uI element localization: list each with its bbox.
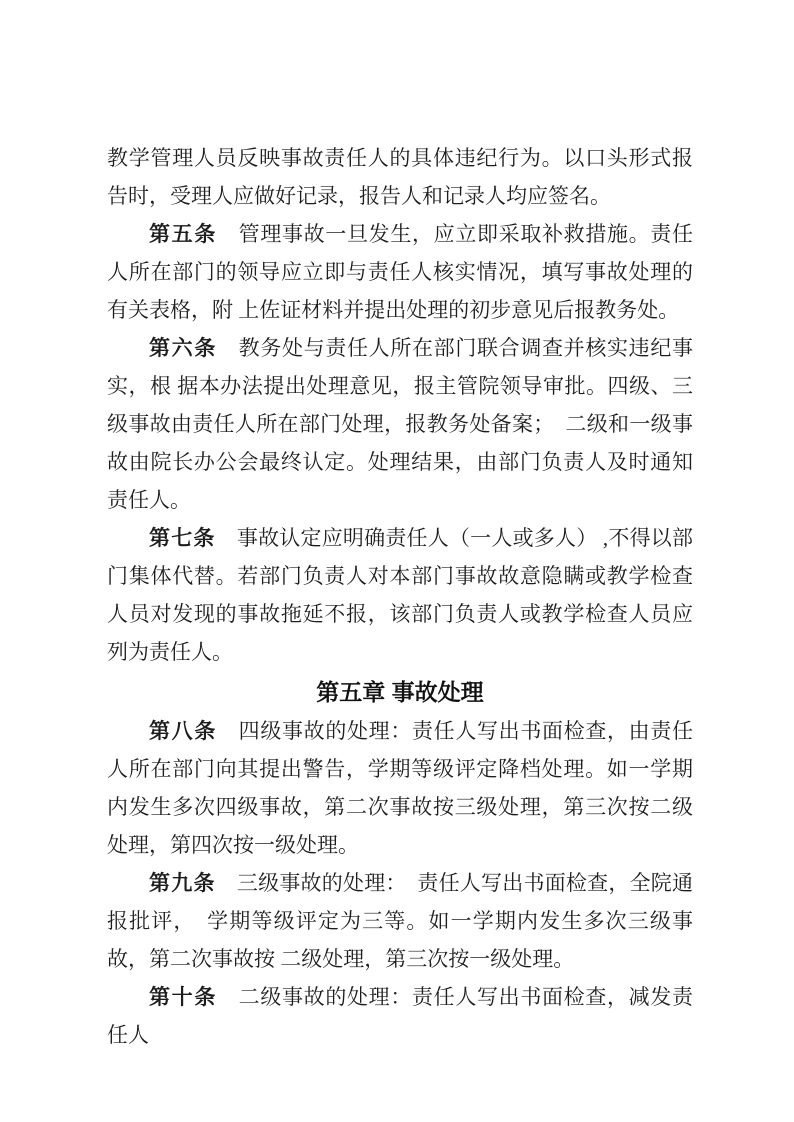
- article-paragraph: 第十条 二级事故的处理：责任人写出书面检查，减发责任人: [107, 985, 693, 1047]
- article-label: 第九条: [149, 871, 216, 895]
- article-label: 第八条: [149, 719, 217, 743]
- body-paragraph: 教学管理人员反映事故责任人的具体违纪行为。以口头形式报告时，受理人应做好记录，报告人和记录人均应签名。: [107, 146, 693, 208]
- chapter-heading: 第五章 事故处理: [316, 679, 484, 705]
- article-label: 第五条: [149, 222, 217, 246]
- article-paragraph: 第七条 事故认定应明确责任人（一人或多人） ,不得以部门集体代替。若部门负责人对本部门事故故意隐瞒或教学检查人员对发现的事故拖延不报，该部门负责人或教学检查人员应列为责任人。: [107, 526, 694, 664]
- article-paragraph: 第八条 四级事故的处理：责任人写出书面检查，由责任人所在部门向其提出警告，学期等级评定降档处理。如一学期内发生多次四级事故，第二次事故按三级处理，第三次按二级处理，第四次按一级处理。: [107, 719, 693, 857]
- article-paragraph: 第五条 管理事故一旦发生，应立即采取补救措施。责任人所在部门的领导应立即与责任人核实情况，填写事故处理的有关表格，附 上佐证材料并提出处理的初步意见后报教务处。: [107, 222, 693, 322]
- article-paragraph: 第九条 三级事故的处理： 责任人写出书面检查，全院通报批评， 学期等级评定为三等。如一学期内发生多次三级事故，第二次事故按 二级处理，第三次按一级处理。: [107, 871, 694, 971]
- article-label: 第十条: [149, 985, 217, 1009]
- article-paragraph: 第六条 教务处与责任人所在部门联合调查并核实违纪事实，根 据本办法提出处理意见，报主管院领导审批。四级、三级事故由责任人所在部门处理，报教务处备案； 二级和一级事故由院长办公会最终认定。处理结果，由部门负责人及时通知责任人。: [107, 336, 693, 512]
- article-label: 第七条: [149, 526, 216, 550]
- article-label: 第六条: [149, 336, 217, 360]
- document-body: [107, 139, 693, 1054]
